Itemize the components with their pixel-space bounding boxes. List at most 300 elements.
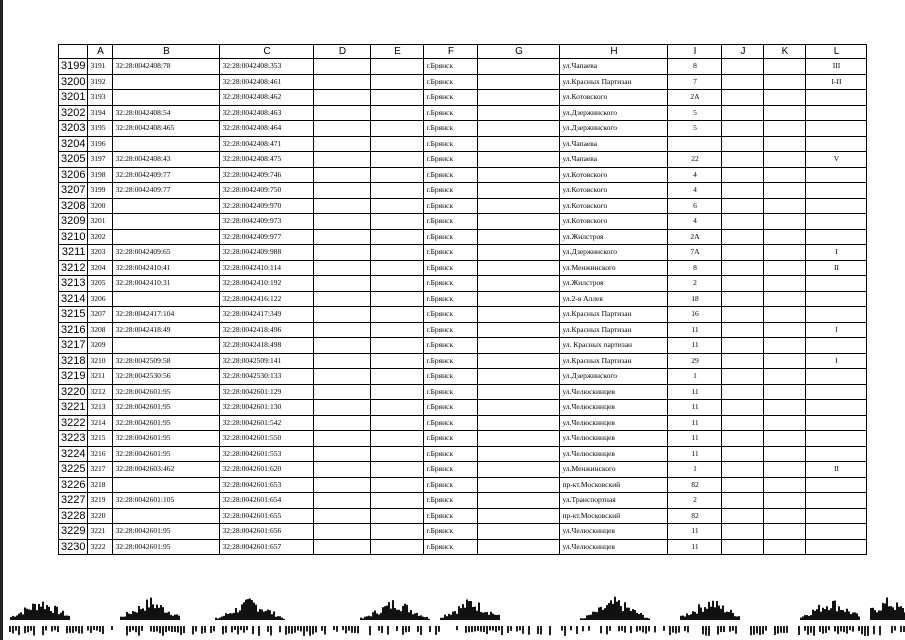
cell-k xyxy=(764,105,806,121)
cell-h: ул.Котовского xyxy=(560,214,668,230)
cell-h: ул.Дзержинского xyxy=(560,121,668,137)
cell-k xyxy=(764,291,806,307)
cell-a: 3199 xyxy=(88,183,113,199)
cell-l xyxy=(806,508,867,524)
column-header-g: G xyxy=(478,45,560,59)
cell-d xyxy=(314,524,371,540)
cell-h: ул.Красных Партизан xyxy=(560,74,668,90)
cell-i: 4 xyxy=(668,167,722,183)
column-header-k: K xyxy=(764,45,806,59)
cell-c: 32:28:0042409:746 xyxy=(220,167,314,183)
row-number: 3225 xyxy=(59,462,88,478)
cell-l xyxy=(806,198,867,214)
cell-b xyxy=(113,291,220,307)
cell-i: 8 xyxy=(668,59,722,75)
cell-e xyxy=(371,524,424,540)
cell-i: 1 xyxy=(668,462,722,478)
cell-e xyxy=(371,493,424,509)
cell-c: 32:28:0042601:653 xyxy=(220,477,314,493)
row-number: 3222 xyxy=(59,415,88,431)
cell-d xyxy=(314,198,371,214)
cell-d xyxy=(314,105,371,121)
cell-d xyxy=(314,539,371,555)
cell-f: г.Брянск xyxy=(424,121,478,137)
cell-f: г.Брянск xyxy=(424,508,478,524)
cell-h: ул.Чапаева xyxy=(560,136,668,152)
cell-b: 32:28:0042408:43 xyxy=(113,152,220,168)
cell-g xyxy=(478,539,560,555)
cell-l xyxy=(806,136,867,152)
cell-a: 3219 xyxy=(88,493,113,509)
cell-b: 32:28:0042603:462 xyxy=(113,462,220,478)
cell-c: 32:28:0042601:542 xyxy=(220,415,314,431)
cell-k xyxy=(764,477,806,493)
row-number: 3219 xyxy=(59,369,88,385)
cell-f: г.Брянск xyxy=(424,384,478,400)
cell-k xyxy=(764,214,806,230)
row-number: 3229 xyxy=(59,524,88,540)
cell-j xyxy=(722,431,764,447)
cell-b: 32:28:0042410:31 xyxy=(113,276,220,292)
cell-a: 3208 xyxy=(88,322,113,338)
cell-a: 3221 xyxy=(88,524,113,540)
cell-h: ул.Жилстроя xyxy=(560,229,668,245)
cell-a: 3205 xyxy=(88,276,113,292)
cell-d xyxy=(314,59,371,75)
cell-f: г.Брянск xyxy=(424,431,478,447)
cell-f: г.Брянск xyxy=(424,369,478,385)
cell-f: г.Брянск xyxy=(424,260,478,276)
cell-h: ул.Челюскинцев xyxy=(560,415,668,431)
cell-g xyxy=(478,446,560,462)
cell-e xyxy=(371,400,424,416)
cell-j xyxy=(722,152,764,168)
column-header-row xyxy=(59,45,867,59)
cell-b: 32:28:0042601:105 xyxy=(113,493,220,509)
cell-l xyxy=(806,90,867,106)
cell-f: г.Брянск xyxy=(424,446,478,462)
cell-h: ул.Дзержинского xyxy=(560,369,668,385)
cell-g xyxy=(478,322,560,338)
cell-c: 32:28:0042409:988 xyxy=(220,245,314,261)
cell-j xyxy=(722,322,764,338)
cell-c: 32:28:0042530:133 xyxy=(220,369,314,385)
table-row xyxy=(59,214,867,230)
spreadsheet xyxy=(58,44,867,555)
cell-k xyxy=(764,152,806,168)
scan-edge-line xyxy=(0,0,3,640)
cell-j xyxy=(722,384,764,400)
cell-e xyxy=(371,229,424,245)
cell-l: III xyxy=(806,59,867,75)
cell-b: 32:28:0042601:95 xyxy=(113,431,220,447)
column-header-i: I xyxy=(668,45,722,59)
cell-g xyxy=(478,508,560,524)
cell-i: 8 xyxy=(668,260,722,276)
cell-g xyxy=(478,276,560,292)
cell-i: 11 xyxy=(668,338,722,354)
cell-e xyxy=(371,477,424,493)
cell-d xyxy=(314,214,371,230)
cell-l: II xyxy=(806,260,867,276)
cell-c: 32:28:0042601:129 xyxy=(220,384,314,400)
cell-i: 4 xyxy=(668,214,722,230)
cell-k xyxy=(764,276,806,292)
cell-j xyxy=(722,338,764,354)
table-row xyxy=(59,524,867,540)
cell-d xyxy=(314,338,371,354)
cell-i: 11 xyxy=(668,384,722,400)
cell-c: 32:28:0042410:114 xyxy=(220,260,314,276)
cell-i: 18 xyxy=(668,291,722,307)
cell-k xyxy=(764,167,806,183)
cell-e xyxy=(371,245,424,261)
table-row xyxy=(59,276,867,292)
cell-h: ул.Челюскинцев xyxy=(560,431,668,447)
cell-i: 11 xyxy=(668,322,722,338)
cell-a: 3212 xyxy=(88,384,113,400)
row-number: 3203 xyxy=(59,121,88,137)
cell-j xyxy=(722,400,764,416)
scan-noise-artifact xyxy=(0,590,905,640)
cell-f: г.Брянск xyxy=(424,307,478,323)
column-header-j: J xyxy=(722,45,764,59)
cell-k xyxy=(764,415,806,431)
cell-a: 3220 xyxy=(88,508,113,524)
cell-a: 3209 xyxy=(88,338,113,354)
row-number: 3208 xyxy=(59,198,88,214)
cell-d xyxy=(314,369,371,385)
cell-i: 11 xyxy=(668,539,722,555)
column-header-c: C xyxy=(220,45,314,59)
cell-l: I xyxy=(806,353,867,369)
cell-k xyxy=(764,121,806,137)
table-row xyxy=(59,198,867,214)
cell-j xyxy=(722,539,764,555)
cell-i: 82 xyxy=(668,477,722,493)
cell-g xyxy=(478,307,560,323)
cell-j xyxy=(722,369,764,385)
cell-b xyxy=(113,198,220,214)
cell-l: I xyxy=(806,322,867,338)
cell-c: 32:28:0042601:654 xyxy=(220,493,314,509)
cell-k xyxy=(764,90,806,106)
cell-d xyxy=(314,477,371,493)
row-number: 3212 xyxy=(59,260,88,276)
cell-j xyxy=(722,524,764,540)
cell-k xyxy=(764,338,806,354)
cell-a: 3204 xyxy=(88,260,113,276)
table-row xyxy=(59,74,867,90)
cell-f: г.Брянск xyxy=(424,539,478,555)
table-row xyxy=(59,136,867,152)
cell-f: г.Брянск xyxy=(424,493,478,509)
cell-e xyxy=(371,167,424,183)
cell-f: г.Брянск xyxy=(424,415,478,431)
cell-k xyxy=(764,384,806,400)
cell-f: г.Брянск xyxy=(424,167,478,183)
cell-e xyxy=(371,74,424,90)
cell-a: 3206 xyxy=(88,291,113,307)
cell-e xyxy=(371,322,424,338)
table-row xyxy=(59,90,867,106)
cell-k xyxy=(764,245,806,261)
cell-f: г.Брянск xyxy=(424,477,478,493)
row-number: 3200 xyxy=(59,74,88,90)
cell-c: 32:28:0042601:657 xyxy=(220,539,314,555)
cell-d xyxy=(314,276,371,292)
cell-g xyxy=(478,338,560,354)
table-row xyxy=(59,121,867,137)
cell-g xyxy=(478,400,560,416)
cell-c: 32:28:0042601:553 xyxy=(220,446,314,462)
cell-i: 22 xyxy=(668,152,722,168)
cell-i: 7 xyxy=(668,74,722,90)
cell-h: ул.Дзержинского xyxy=(560,245,668,261)
table-row xyxy=(59,353,867,369)
cell-b: 32:28:0042408:54 xyxy=(113,105,220,121)
cell-g xyxy=(478,524,560,540)
cell-b xyxy=(113,508,220,524)
row-number: 3226 xyxy=(59,477,88,493)
cell-d xyxy=(314,167,371,183)
cell-e xyxy=(371,384,424,400)
cell-l xyxy=(806,446,867,462)
cell-a: 3193 xyxy=(88,90,113,106)
cell-j xyxy=(722,353,764,369)
row-number: 3205 xyxy=(59,152,88,168)
cell-e xyxy=(371,276,424,292)
cell-l xyxy=(806,338,867,354)
cell-i: 11 xyxy=(668,431,722,447)
cell-e xyxy=(371,446,424,462)
cell-j xyxy=(722,462,764,478)
row-number: 3223 xyxy=(59,431,88,447)
cell-h: ул.Менжинского xyxy=(560,260,668,276)
cell-a: 3191 xyxy=(88,59,113,75)
cell-h: ул.2-я Аллея xyxy=(560,291,668,307)
cell-c: 32:28:0042509:141 xyxy=(220,353,314,369)
cell-l xyxy=(806,477,867,493)
cell-f: г.Брянск xyxy=(424,136,478,152)
cell-d xyxy=(314,415,371,431)
cell-i: 16 xyxy=(668,307,722,323)
table-row xyxy=(59,369,867,385)
cell-g xyxy=(478,105,560,121)
cell-d xyxy=(314,508,371,524)
cell-d xyxy=(314,291,371,307)
cell-g xyxy=(478,121,560,137)
cell-e xyxy=(371,369,424,385)
cell-b: 32:28:0042417:104 xyxy=(113,307,220,323)
cell-f: г.Брянск xyxy=(424,152,478,168)
cell-a: 3202 xyxy=(88,229,113,245)
cell-e xyxy=(371,431,424,447)
cell-d xyxy=(314,136,371,152)
row-number: 3206 xyxy=(59,167,88,183)
cell-c: 32:28:0042601:656 xyxy=(220,524,314,540)
cell-b: 32:28:0042418:49 xyxy=(113,322,220,338)
cell-h: ул.Челюскинцев xyxy=(560,539,668,555)
cell-j xyxy=(722,477,764,493)
row-number: 3221 xyxy=(59,400,88,416)
data-table xyxy=(58,44,867,555)
cell-l: V xyxy=(806,152,867,168)
row-number: 3228 xyxy=(59,508,88,524)
cell-b: 32:28:0042509:58 xyxy=(113,353,220,369)
cell-b xyxy=(113,136,220,152)
row-number: 3217 xyxy=(59,338,88,354)
cell-k xyxy=(764,446,806,462)
table-row xyxy=(59,59,867,75)
cell-e xyxy=(371,508,424,524)
cell-a: 3195 xyxy=(88,121,113,137)
cell-a: 3211 xyxy=(88,369,113,385)
cell-b: 32:28:0042409:77 xyxy=(113,183,220,199)
cell-g xyxy=(478,229,560,245)
cell-h: пр-кт.Московский xyxy=(560,508,668,524)
cell-d xyxy=(314,183,371,199)
cell-a: 3217 xyxy=(88,462,113,478)
cell-c: 32:28:0042408:471 xyxy=(220,136,314,152)
cell-g xyxy=(478,493,560,509)
table-row xyxy=(59,245,867,261)
column-header-h: H xyxy=(560,45,668,59)
cell-f: г.Брянск xyxy=(424,353,478,369)
cell-f: г.Брянск xyxy=(424,74,478,90)
cell-j xyxy=(722,508,764,524)
cell-i: 11 xyxy=(668,446,722,462)
cell-a: 3196 xyxy=(88,136,113,152)
cell-k xyxy=(764,260,806,276)
cell-j xyxy=(722,90,764,106)
cell-c: 32:28:0042418:498 xyxy=(220,338,314,354)
cell-f: г.Брянск xyxy=(424,214,478,230)
cell-k xyxy=(764,508,806,524)
cell-i: 6 xyxy=(668,198,722,214)
cell-f: г.Брянск xyxy=(424,400,478,416)
cell-h: ул.Транспортная xyxy=(560,493,668,509)
table-row xyxy=(59,477,867,493)
cell-g xyxy=(478,260,560,276)
cell-h: пр-кт.Московский xyxy=(560,477,668,493)
cell-i: 7А xyxy=(668,245,722,261)
cell-f: г.Брянск xyxy=(424,90,478,106)
cell-c: 32:28:0042408:462 xyxy=(220,90,314,106)
table-row xyxy=(59,291,867,307)
cell-l xyxy=(806,369,867,385)
cell-d xyxy=(314,121,371,137)
cell-e xyxy=(371,136,424,152)
cell-g xyxy=(478,183,560,199)
column-header-b: B xyxy=(113,45,220,59)
cell-g xyxy=(478,74,560,90)
table-row xyxy=(59,400,867,416)
cell-a: 3213 xyxy=(88,400,113,416)
cell-h: ул.Дзержинского xyxy=(560,105,668,121)
cell-c: 32:28:0042409:750 xyxy=(220,183,314,199)
cell-c: 32:28:0042418:496 xyxy=(220,322,314,338)
cell-k xyxy=(764,229,806,245)
cell-e xyxy=(371,307,424,323)
cell-d xyxy=(314,245,371,261)
row-number: 3224 xyxy=(59,446,88,462)
cell-g xyxy=(478,59,560,75)
cell-b: 32:28:0042601:95 xyxy=(113,446,220,462)
cell-b xyxy=(113,229,220,245)
cell-e xyxy=(371,105,424,121)
cell-c: 32:28:0042408:464 xyxy=(220,121,314,137)
cell-j xyxy=(722,229,764,245)
cell-l xyxy=(806,105,867,121)
cell-j xyxy=(722,121,764,137)
cell-b: 32:28:0042601:95 xyxy=(113,539,220,555)
cell-l xyxy=(806,167,867,183)
cell-e xyxy=(371,214,424,230)
cell-e xyxy=(371,90,424,106)
cell-k xyxy=(764,322,806,338)
cell-j xyxy=(722,415,764,431)
cell-h: ул.Челюскинцев xyxy=(560,524,668,540)
cell-h: ул.Котовского xyxy=(560,90,668,106)
cell-g xyxy=(478,136,560,152)
cell-d xyxy=(314,400,371,416)
cell-c: 32:28:0042409:973 xyxy=(220,214,314,230)
cell-i: 2 xyxy=(668,493,722,509)
cell-g xyxy=(478,167,560,183)
cell-b: 32:28:0042601:95 xyxy=(113,415,220,431)
cell-c: 32:28:0042408:463 xyxy=(220,105,314,121)
cell-d xyxy=(314,90,371,106)
table-row xyxy=(59,462,867,478)
cell-g xyxy=(478,214,560,230)
cell-k xyxy=(764,307,806,323)
cell-j xyxy=(722,214,764,230)
cell-a: 3210 xyxy=(88,353,113,369)
cell-c: 32:28:0042408:475 xyxy=(220,152,314,168)
cell-d xyxy=(314,431,371,447)
row-number: 3218 xyxy=(59,353,88,369)
cell-g xyxy=(478,431,560,447)
cell-g xyxy=(478,245,560,261)
cell-e xyxy=(371,462,424,478)
cell-g xyxy=(478,198,560,214)
cell-j xyxy=(722,74,764,90)
cell-d xyxy=(314,493,371,509)
table-row xyxy=(59,105,867,121)
cell-d xyxy=(314,446,371,462)
cell-l xyxy=(806,183,867,199)
cell-d xyxy=(314,74,371,90)
cell-i: 2 xyxy=(668,276,722,292)
cell-j xyxy=(722,276,764,292)
table-body xyxy=(59,59,867,555)
cell-i xyxy=(668,136,722,152)
cell-i: 1 xyxy=(668,369,722,385)
cell-b xyxy=(113,90,220,106)
cell-i: 29 xyxy=(668,353,722,369)
cell-i: 11 xyxy=(668,524,722,540)
cell-i: 4 xyxy=(668,183,722,199)
cell-d xyxy=(314,260,371,276)
row-number: 3211 xyxy=(59,245,88,261)
cell-b xyxy=(113,74,220,90)
cell-f: г.Брянск xyxy=(424,276,478,292)
row-number: 3220 xyxy=(59,384,88,400)
cell-b: 32:28:0042410:41 xyxy=(113,260,220,276)
cell-k xyxy=(764,198,806,214)
cell-j xyxy=(722,291,764,307)
